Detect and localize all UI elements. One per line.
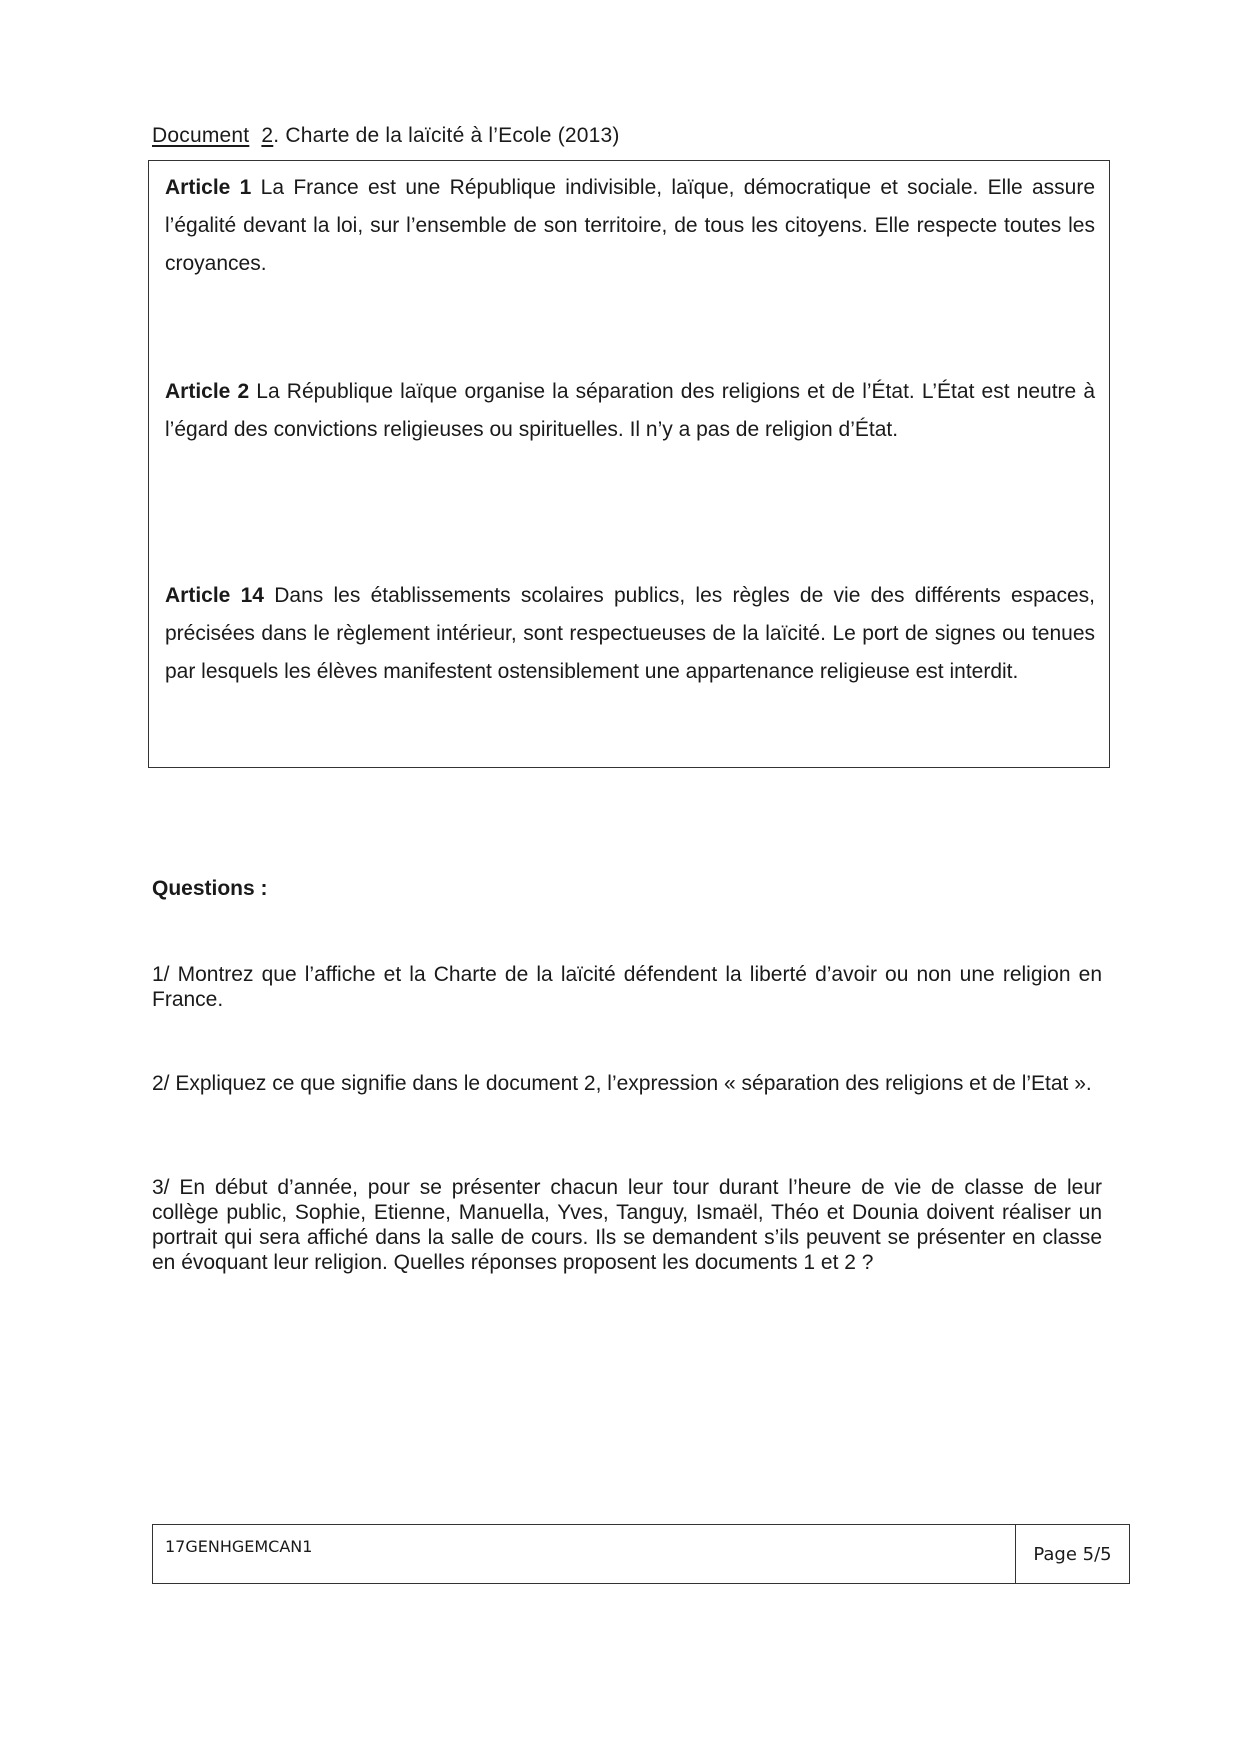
- question-2: 2/ Expliquez ce que signifie dans le document 2, l’expression « séparation des religions et de l’Etat ».: [152, 1072, 1092, 1095]
- article-14: [165, 577, 1095, 691]
- article-2: [165, 373, 1095, 449]
- article-label: Article 2: [165, 380, 250, 403]
- questions-title: Questions :: [152, 877, 268, 900]
- page-number: Page 5/5: [1015, 1525, 1129, 1583]
- article-1: [165, 169, 1095, 283]
- question-3: 3/ En début d’année, pour se présenter chacun leur tour durant l’heure de vie de classe de leur collège public, Sophie, Etienne, Manuella, Yves, Tanguy, Ismaël, Théo et Dounia doivent réaliser un portrait qui sera affiché dans la salle de cours. Ils se demandent s’ils peuvent se présenter en classe en évoquant leur religion. Quelles réponses proposent les documents 1 et 2 ?: [152, 1176, 1102, 1274]
- article-text: Dans les établissements scolaires publics, les règles de vie des différents espaces, précisées dans le règlement intérieur, sont respectueuses de la laïcité. Le port de signes ou tenues par lesquels les élèves manifestent ostensiblement une appartenance religieuse est interdit.: [165, 584, 1095, 683]
- page-footer: [152, 1524, 1130, 1584]
- question-1: 1/ Montrez que l’affiche et la Charte de la laïcité défendent la liberté d’avoir ou non une religion en France.: [152, 963, 1102, 1011]
- exam-code: 17GENHGEMCAN1: [165, 1537, 313, 1556]
- document-heading: [152, 124, 620, 148]
- document-number: 2: [261, 124, 274, 147]
- article-label: Article 1: [165, 176, 252, 199]
- charter-articles-box: [148, 160, 1110, 768]
- document-label: Document: [152, 124, 250, 147]
- article-text: La France est une République indivisible, laïque, démocratique et sociale. Elle assure l’égalité devant la loi, sur l’ensemble de son territoire, de tous les citoyens. Elle respecte toutes les croyances.: [165, 176, 1096, 275]
- article-text: La République laïque organise la séparation des religions et de l’État. L’État est neutre à l’égard des convictions religieuses ou spirituelles. Il n’y a pas de religion d’État.: [165, 380, 1096, 441]
- document-title: . Charte de la laïcité à l’Ecole (2013): [273, 124, 620, 147]
- article-label: Article 14: [165, 584, 264, 607]
